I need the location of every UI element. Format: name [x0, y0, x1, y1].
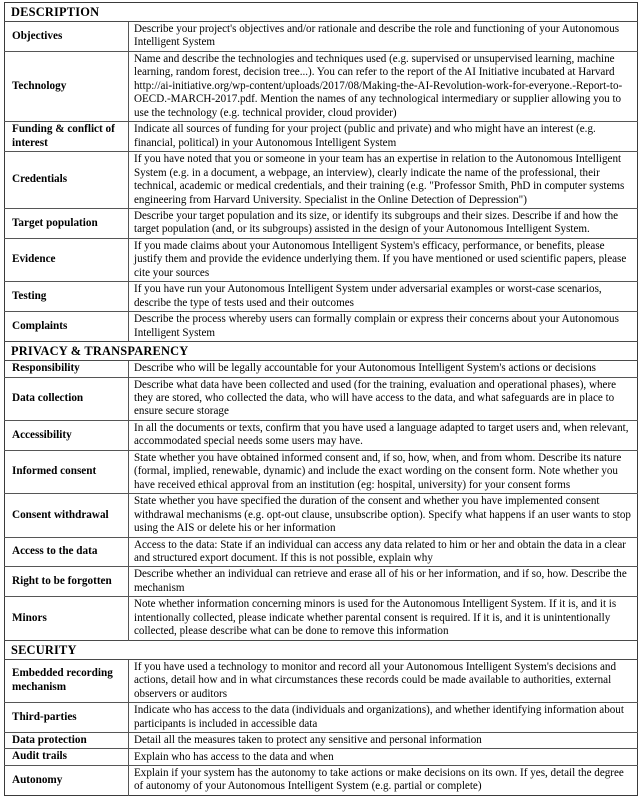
section-header-row	[5, 342, 638, 361]
table-row	[5, 765, 638, 795]
row-description: Indicate who has access to the data (individuals and organizations), and whether identifying information about participants is included in accessible data	[129, 703, 638, 733]
row-description: Access to the data: State if an individual can access any data related to him or her and obtain the data in a clear and structured export document. If this is not possible, explain why	[129, 537, 638, 567]
section-header-row	[5, 3, 638, 22]
section-heading: DESCRIPTION	[5, 3, 638, 22]
table-row	[5, 659, 638, 702]
row-description: If you made claims about your Autonomous Intelligent System's efficacy, performance, or benefits, please justify them and provide the evidence underlying them. If you have mentioned or used scientific papers, please cite your sources	[129, 238, 638, 281]
table-row	[5, 22, 638, 52]
row-label: Accessibility	[5, 420, 129, 450]
row-description: State whether you have specified the duration of the consent and whether you have implemented consent withdrawal mechanisms (e.g. opt-out clause, unsubscribe option). Specify what happens if an user wants to stop using the AIS or delete his or her information	[129, 494, 638, 537]
table-row	[5, 282, 638, 312]
table-row	[5, 377, 638, 420]
row-description: State whether you have obtained informed consent and, if so, how, when, and from whom. Describe its nature (formal, implied, renewable, dynamic) and include the exact wording on the consent form. Note whether you have received ethical approval from an institution (eg: hospital, university) for your consent forms	[129, 450, 638, 493]
row-label: Testing	[5, 282, 129, 312]
table-row	[5, 537, 638, 567]
table-row	[5, 152, 638, 209]
row-label: Audit trails	[5, 749, 129, 766]
row-description: Describe what data have been collected and used (for the training, evaluation and operational phases), where they are stored, who collected the data, who will have access to the data, and what safeguards are in place to ensure secure storage	[129, 377, 638, 420]
row-label: Responsibility	[5, 361, 129, 378]
row-description: Explain who has access to the data and when	[129, 749, 638, 766]
row-description: Indicate all sources of funding for your project (public and private) and who might have an interest (e.g. financial, political) in your Autonomous Intelligent System	[129, 122, 638, 152]
table-row	[5, 494, 638, 537]
row-description: If you have run your Autonomous Intelligent System under adversarial examples or worst-case scenarios, describe the type of tests used and their outcomes	[129, 282, 638, 312]
row-description: Describe who will be legally accountable for your Autonomous Intelligent System's actions or decisions	[134, 362, 596, 375]
row-label: Data collection	[5, 377, 129, 420]
table-row	[5, 420, 638, 450]
row-label: Access to the data	[5, 537, 129, 567]
row-label: Right to be forgotten	[5, 567, 129, 597]
row-description: Describe whether an individual can retrieve and erase all of his or her information, and if so, how. Describe the mechanism	[129, 567, 638, 597]
row-description: Name and describe the technologies and techniques used (e.g. supervised or unsupervised learning, machine learning, random forest, decision tree...). You can refer to the report of the AI Initiative incubated at Harvard http://ai-initiative.org/wp-content/uploads/2017/08/Making-the-AI-Revolution-work-for-everyone.-Report-to-OECD.-MARCH-2017.pdf. Mention the names of any technological intermediary or supplier allowing you to use the technology (e.g. technical provider, cloud provider)	[129, 51, 638, 121]
row-description: Detail all the measures taken to protect any sensitive and personal information	[129, 732, 638, 749]
table-row	[5, 312, 638, 342]
section-header-row	[5, 640, 638, 659]
row-description: Describe your project's objectives and/or rationale and describe the role and functioning of your Autonomous Intelligent System	[134, 23, 620, 49]
table-row	[5, 732, 638, 749]
table-row	[5, 567, 638, 597]
table-row	[5, 122, 638, 152]
row-description: Note whether information concerning minors is used for the Autonomous Intelligent System. If it is, and it is intentionally collected, please indicate whether parental consent is required. If it is, and it is unintentionally collected, please describe what can be done to remove this information	[129, 597, 638, 640]
row-label: Target population	[5, 208, 129, 238]
table-row	[5, 749, 638, 766]
row-description: If you have noted that you or someone in your team has an expertise in relation to the Autonomous Intelligent System (e.g. in a document, a webpage, an interview), clearly indicate the name of the professional, their technical, academic or medical credentials, and their training (e.g. "Professor Smith, PhD in computer systems engineering from Harvard University. Specialist in the Online Detection of Depression")	[129, 152, 638, 209]
row-label: Third-parties	[5, 703, 129, 733]
table-row	[5, 450, 638, 493]
table-row	[5, 208, 638, 238]
table-row	[5, 51, 638, 121]
row-label: Embedded recording mechanism	[5, 659, 129, 702]
section-heading: SECURITY	[5, 640, 638, 659]
row-label: Objectives	[5, 22, 129, 52]
row-label: Funding & conflict of interest	[5, 122, 129, 152]
row-description: Describe the process whereby users can formally complain or express their concerns about your Autonomous Intelligent System	[129, 312, 638, 342]
checklist-table	[4, 2, 638, 796]
table-row	[5, 597, 638, 640]
row-label: Informed consent	[5, 450, 129, 493]
row-description: If you have used a technology to monitor and record all your Autonomous Intelligent System's decisions and actions, detail how and in what circumstances these records could be made available to authorities, external observers or auditors	[134, 660, 617, 700]
checklist-body	[5, 3, 638, 796]
row-label: Autonomy	[5, 765, 129, 795]
row-label: Consent withdrawal	[5, 494, 129, 537]
row-description: Describe your target population and its size, or identify its subgroups and their sizes. Describe if and how the target population (and, or its subgroups) assisted in the design of your Autonomous Intelligent System.	[129, 208, 638, 238]
row-label: Minors	[5, 597, 129, 640]
row-label: Credentials	[5, 152, 129, 209]
row-label: Complaints	[5, 312, 129, 342]
table-row	[5, 361, 638, 378]
row-label: Data protection	[5, 732, 129, 749]
row-description: In all the documents or texts, confirm that you have used a language adapted to target users and, when relevant, accommodated special needs some users may have.	[129, 420, 638, 450]
table-row	[5, 238, 638, 281]
row-label: Technology	[5, 51, 129, 121]
section-heading: PRIVACY & TRANSPARENCY	[5, 342, 638, 361]
table-row	[5, 703, 638, 733]
row-description: Explain if your system has the autonomy to take actions or make decisions on its own. If yes, detail the degree of autonomy of your Autonomous Intelligent System (e.g. partial or complete)	[129, 765, 638, 795]
row-label: Evidence	[5, 238, 129, 281]
